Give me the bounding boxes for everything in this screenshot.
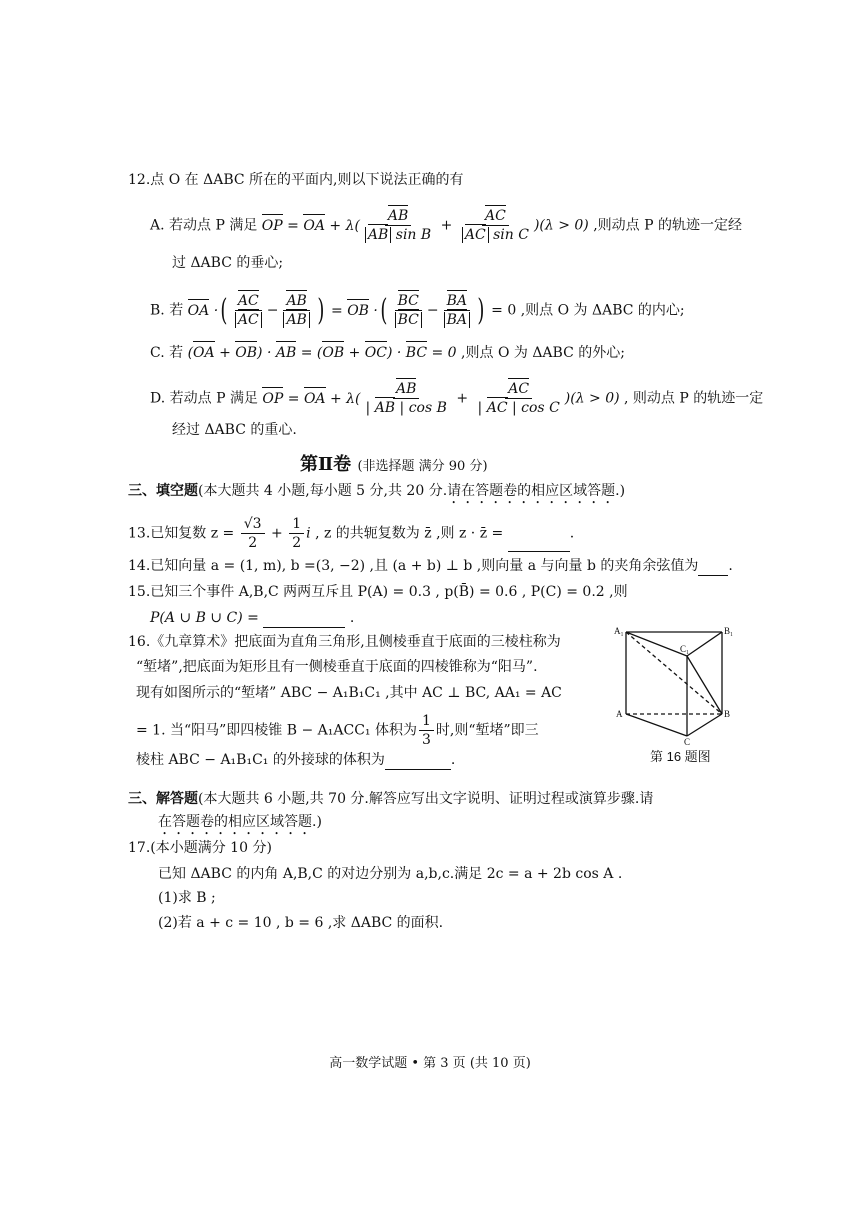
q13-prefix: 13.已知复数 z = — [128, 525, 235, 542]
q16-line5-end: . — [450, 752, 456, 768]
q15-end: . — [349, 610, 355, 626]
q17-part1: (1)求 B ; — [158, 890, 216, 906]
q12-option-a: A. 若动点 P 满足 OP = OA + λ( $\frac{AB}{\text{AB sin B}}$ + $\frac{AC}{\text{AC sin C}}$ )(λ > 0) ,则动点 P 的轨迹一定经 — [150, 208, 742, 243]
solution-desc-end: .) — [312, 814, 322, 830]
fill-in-desc: (本大题共 4 小题,每小题 5 分,共 20 分. — [198, 483, 448, 499]
section-title — [300, 450, 488, 476]
q16-line2: “堑堵”,把底面为矩形且有一侧棱垂直于底面的四棱锥称为“阳马”. — [136, 659, 538, 675]
q16-line5 — [136, 750, 455, 770]
q12-a-prefix: A. 若动点 P 满足 — [150, 217, 258, 234]
q16-line4: = 1. 当“阳马”即四棱锥 B − A₁ACC₁ 体积为 $\frac{1}{3}$ 时,则“堑堵”即三 — [136, 713, 539, 748]
q17-stem: 已知 ΔABC 的内角 A,B,C 的对边分别为 a,b,c.满足 2c = a + 2b cos A . — [158, 866, 623, 882]
section-subtitle: (非选择题 满分 90 分) — [357, 459, 488, 474]
q14-end: . — [728, 558, 733, 574]
q13-end: . — [569, 525, 575, 542]
q12-d-cont: 经过 ΔABC 的重心. — [172, 422, 297, 438]
q16-line5-text: 棱柱 ABC − A₁B₁C₁ 的外接球的体积为 — [136, 752, 385, 768]
fig-label-b1: B₁ — [724, 626, 734, 636]
fig-label-c: C — [684, 737, 691, 746]
page-footer: 高一数学试题 • 第 3 页 (共 10 页) — [329, 1056, 531, 1071]
fill-in-desc-end: .) — [615, 483, 626, 499]
section-title-main: 第Ⅱ卷 — [300, 454, 352, 475]
solution-heading-cont — [158, 812, 322, 838]
q14-answer-blank[interactable] — [698, 575, 728, 576]
q12-d-prefix: D. 若动点 P 满足 — [150, 390, 258, 407]
solution-desc: (本大题共 6 小题,共 70 分.解答应写出文字说明、证明过程或演算步骤.请 — [198, 791, 654, 807]
fill-in-heading-title: 三、填空题 — [128, 483, 198, 499]
q12-c-prefix: C. 若 — [150, 345, 184, 361]
fig-label-a: A — [616, 709, 623, 719]
q14 — [128, 556, 733, 576]
q16-line4-a: = 1. 当“阳马”即四棱锥 B − A₁ACC₁ 体积为 — [136, 722, 417, 739]
q14-text: 14.已知向量 a = (1, m), b =(3, −2) ,且 (a + b) ⊥ b ,则向量 a 与向量 b 的夹角余弦值为 — [128, 558, 699, 574]
q12-option-c: C. 若 (OA + OB) · AB = (OB + OC) · BC = 0 ,则点 O 为 ΔABC 的外心; — [150, 345, 625, 361]
q16-line1: 16.《九章算术》把底面为直角三角形,且侧棱垂直于底面的三棱柱称为 — [128, 634, 561, 650]
q12-b-suffix: ,则点 O 为 ΔABC 的内心; — [520, 302, 685, 319]
q12-a-cont: 过 ΔABC 的垂心; — [172, 255, 284, 271]
fig-label-a1: A₁ — [614, 626, 624, 636]
q16-line4-b: 时,则“堑堵”即三 — [435, 722, 539, 739]
fill-in-emphasis: 请在答题卷的相应区域答题 — [447, 483, 616, 499]
q17-title: 17.(本小题满分 10 分) — [128, 840, 272, 856]
q16-figure-caption: 第 16 题图 — [650, 749, 711, 764]
q12-option-d: D. 若动点 P 满足 OP = OA + λ( $\frac{AB}{\text{| AB | cos B}}$ + $\frac{AC}{\text{| AC | cos C}}$ )(λ > 0) , 则动点 P 的轨迹一定 — [150, 381, 764, 416]
q13-mid: , z 的共轭复数为 z̄ ,则 z · z̄ = — [315, 525, 504, 542]
q13: 13.已知复数 z = $\frac{√3}{2}$ + $\frac{1}{2}$ i , z 的共轭复数为 z̄ ,则 z · z̄ = . — [128, 516, 575, 551]
q17-part2: (2)若 a + c = 10 , b = 6 ,求 ΔABC 的面积. — [158, 915, 444, 931]
q12-c-suffix: ,则点 O 为 ΔABC 的外心; — [461, 345, 625, 361]
fig-label-b: B — [724, 709, 731, 719]
q16-figure — [612, 624, 742, 746]
q12-stem: 12.点 O 在 ΔABC 所在的平面内,则以下说法正确的有 — [128, 172, 464, 188]
solution-emphasis: 在答题卷的相应区域答题 — [158, 814, 312, 830]
fig-label-c1: C₁ — [680, 644, 690, 654]
q15-expression: P(A ∪ B ∪ C) = — [150, 610, 259, 626]
q15-answer-blank[interactable] — [263, 627, 345, 628]
q16-answer-blank[interactable] — [385, 769, 451, 770]
q12-option-b: B. 若 OA ·( $\frac{AC}{AC}$ − $\frac{AB}{AB}$ ) = OB ·( $\frac{BC}{BC}$ − $\frac{BA}{BA}$ ) = 0 ,则点 O 为 ΔABC 的内心; — [150, 292, 685, 328]
solution-heading-title: 三、解答题 — [128, 791, 198, 807]
q12-b-prefix: B. 若 — [150, 302, 184, 319]
solution-heading — [128, 789, 653, 809]
q15-line1: 15.已知三个事件 A,B,C 两两互斥且 P(A) = 0.3 , p(B̄) = 0.6 , P(C) = 0.2 ,则 — [128, 584, 628, 600]
q12-a-suffix: ,则动点 P 的轨迹一定经 — [593, 217, 742, 234]
q13-answer-blank[interactable] — [508, 551, 570, 552]
q16-line3: 现有如图所示的“堑堵” ABC − A₁B₁C₁ ,其中 AC ⊥ BC, AA₁ = AC — [136, 685, 562, 701]
q15-line2 — [150, 608, 354, 628]
fill-in-heading — [128, 481, 625, 507]
q12-d-suffix: , 则动点 P 的轨迹一定 — [624, 390, 764, 407]
